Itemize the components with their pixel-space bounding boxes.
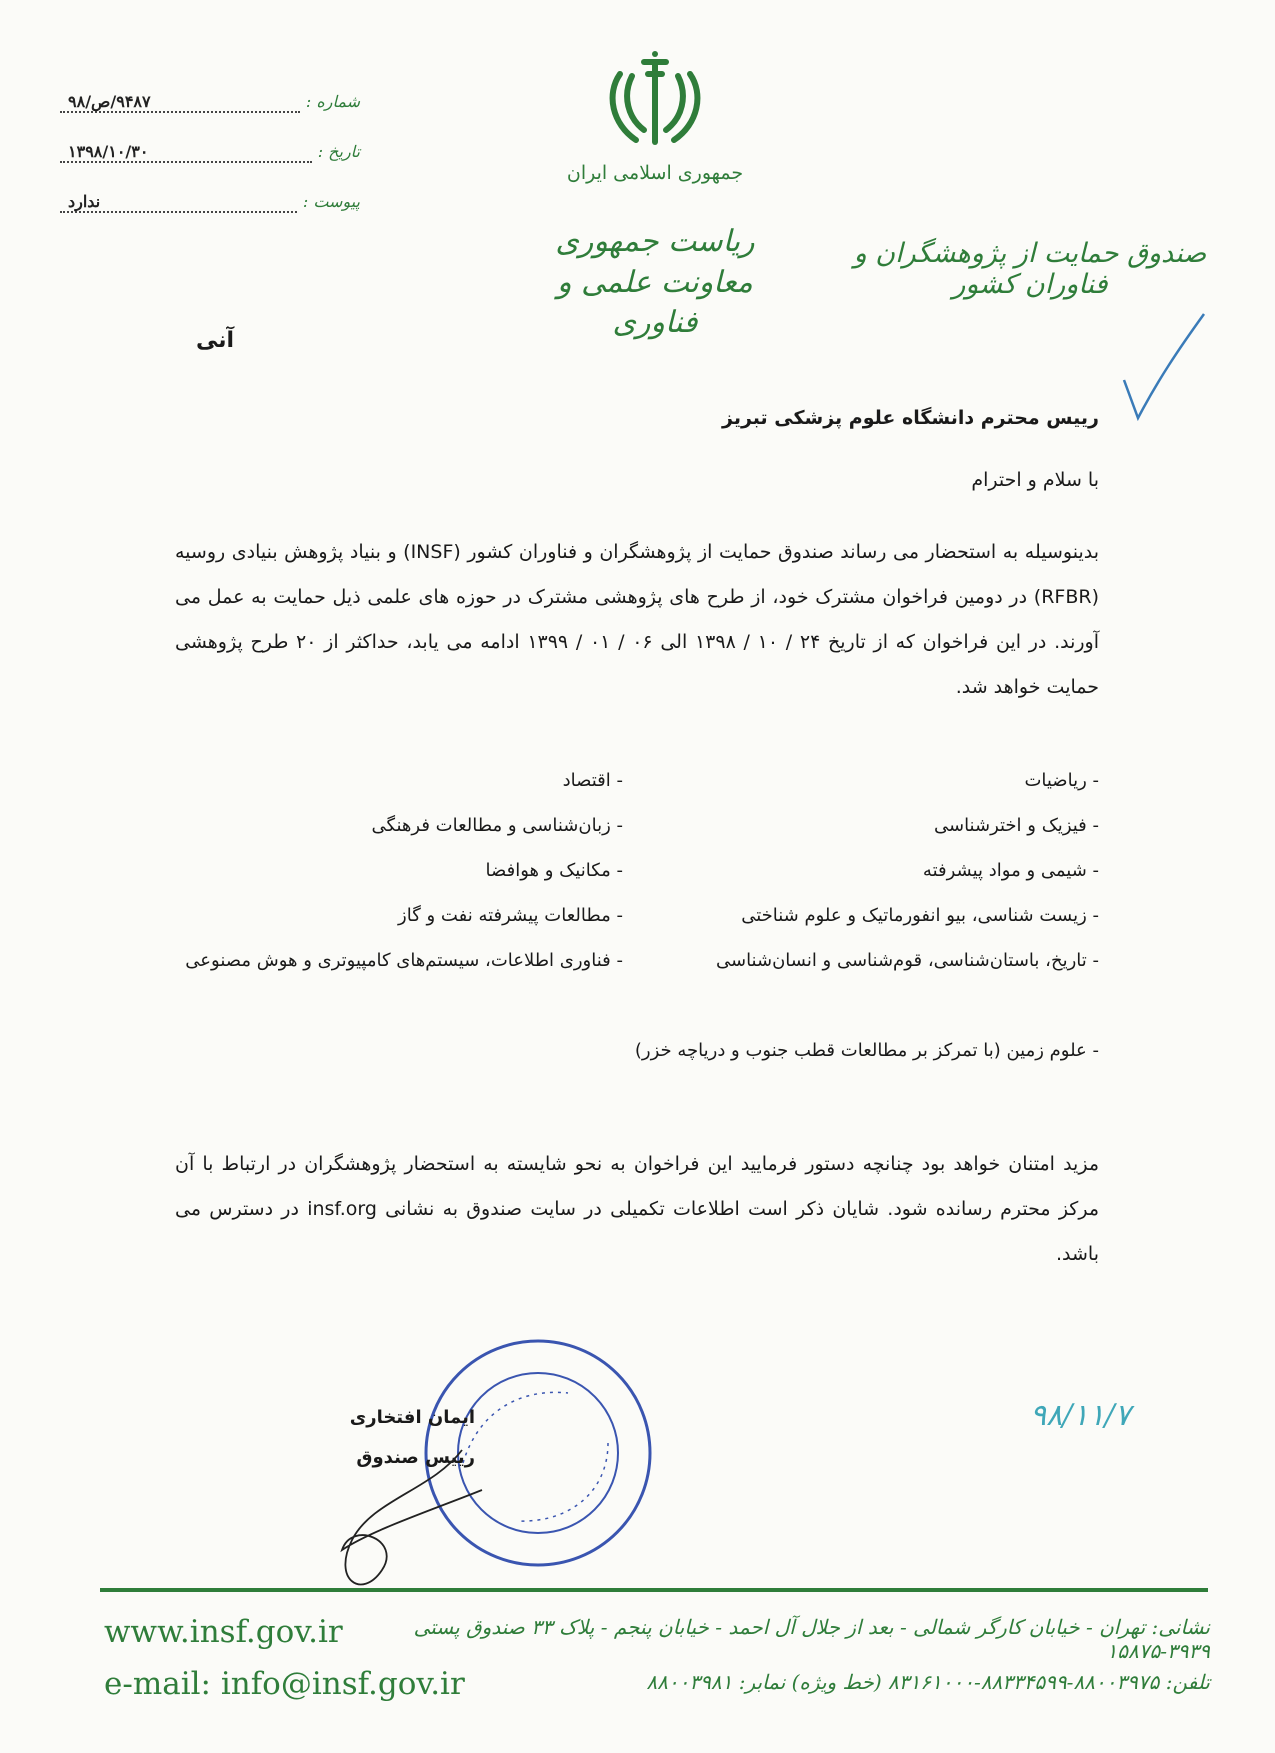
footer-address: نشانی: تهران - خیابان کارگر شمالی - بعد از جلال آل احمد - خیابان پنجم - پلاک ۳۳ صندوق پستی ۳۹۳۹-۱۵۸۷۵ — [413, 1615, 1210, 1663]
country-name: جمهوری اسلامی ایران — [566, 162, 744, 184]
fund-name: صندوق حمایت از پژوهشگران و فناوران کشور — [853, 238, 1207, 300]
field-item: - مطالعات پیشرفته نفت و گاز — [398, 905, 623, 926]
footer-phones: تلفن: ۸۸۰۰۳۹۷۵-۸۸۳۳۴۵۹۹-۸۳۱۶۱۰۰۰ (خط ویژه) نمابر: ۸۸۰۰۳۹۸۱ — [646, 1670, 1210, 1694]
field-item: - شیمی و مواد پیشرفته — [922, 860, 1099, 881]
research-fields-left — [143, 758, 623, 983]
field-item: - فیزیک و اخترشناسی — [933, 815, 1099, 836]
research-fields-right — [629, 758, 1099, 1073]
footer-website: www.insf.gov.ir — [104, 1614, 343, 1650]
field-item: - ریاضیات — [1024, 770, 1099, 791]
addressee: رییس محترم دانشگاه علوم پزشکی تبریز — [722, 407, 1099, 429]
handwritten-date: ۹۸/۱۱/۷ — [1030, 1398, 1131, 1433]
letter-number-value: ۹۴۸۷/ص/۹۸ — [60, 92, 300, 113]
field-item: - اقتصاد — [562, 770, 623, 791]
signer-name: ایمان افتخاری — [349, 1407, 475, 1428]
attachment-field — [60, 192, 360, 222]
checkmark-icon — [1118, 310, 1208, 430]
attachment-label: پیوست : — [302, 192, 360, 211]
letter-date-value: ۱۳۹۸/۱۰/۳۰ — [60, 142, 312, 163]
field-item: - تاریخ، باستان‌شناسی، قوم‌شناسی و انسان‌شناسی — [715, 950, 1099, 971]
signer-title: رییس صندوق — [356, 1447, 475, 1468]
letter-date-field — [60, 142, 360, 172]
iran-emblem-icon — [600, 44, 710, 154]
presidency-title — [520, 222, 790, 344]
field-item: - زیست شناسی، بیو انفورماتیک و علوم شناختی — [741, 905, 1099, 926]
greeting: با سلام و احترام — [971, 469, 1099, 491]
field-item: - فناوری اطلاعات، سیستم‌های کامپیوتری و هوش مصنوعی — [185, 950, 623, 971]
footer-email: e-mail: info@insf.gov.ir — [104, 1666, 465, 1702]
signature-icon — [312, 1430, 512, 1600]
priority-label: آنی — [196, 328, 235, 353]
presidency-line-2: معاونت علمی و فناوری — [557, 264, 753, 340]
body-paragraph-1: بدینوسیله به استحضار می رساند صندوق حمایت از پژوهشگران و فناوران کشور (INSF) و بنیاد پژوهش بنیادی روسیه (RFBR) در دومین فراخوان مشترک خود، از طرح های پژوهشی مشترک در حوزه های علمی ذیل حمایت به عمل می آورند. در این فراخوان که از تاریخ ۲۴ / ۱۰ / ۱۳۹۸ الی ۰۶ / ۰۱ / ۱۳۹۹ ادامه می یابد، حداکثر از ۲۰ طرح پژوهشی حمایت خواهد شد. — [175, 541, 1099, 698]
field-item: - زبان‌شناسی و مطالعات فرهنگی — [371, 815, 623, 836]
letter-number-label: شماره : — [305, 92, 360, 111]
letter-date-label: تاریخ : — [317, 142, 360, 161]
field-item: - علوم زمین (با تمرکز بر مطالعات قطب جنوب و دریاچه خزر) — [634, 1040, 1099, 1061]
letter-number-field — [60, 92, 360, 122]
footer-divider — [100, 1588, 1208, 1592]
attachment-value: ندارد — [60, 192, 297, 213]
presidency-line-1: ریاست جمهوری — [555, 224, 755, 259]
body-paragraph-2: مزید امتنان خواهد بود چنانچه دستور فرمایید این فراخوان به نحو شایسته به استحضار پژوهشگران در ارتباط با آن مرکز محترم رسانده شود. شایان ذکر است اطلاعات تکمیلی در سایت صندوق به نشانی insf.org در دسترس می باشد. — [175, 1153, 1100, 1265]
field-item: - مکانیک و هوافضا — [485, 860, 623, 881]
